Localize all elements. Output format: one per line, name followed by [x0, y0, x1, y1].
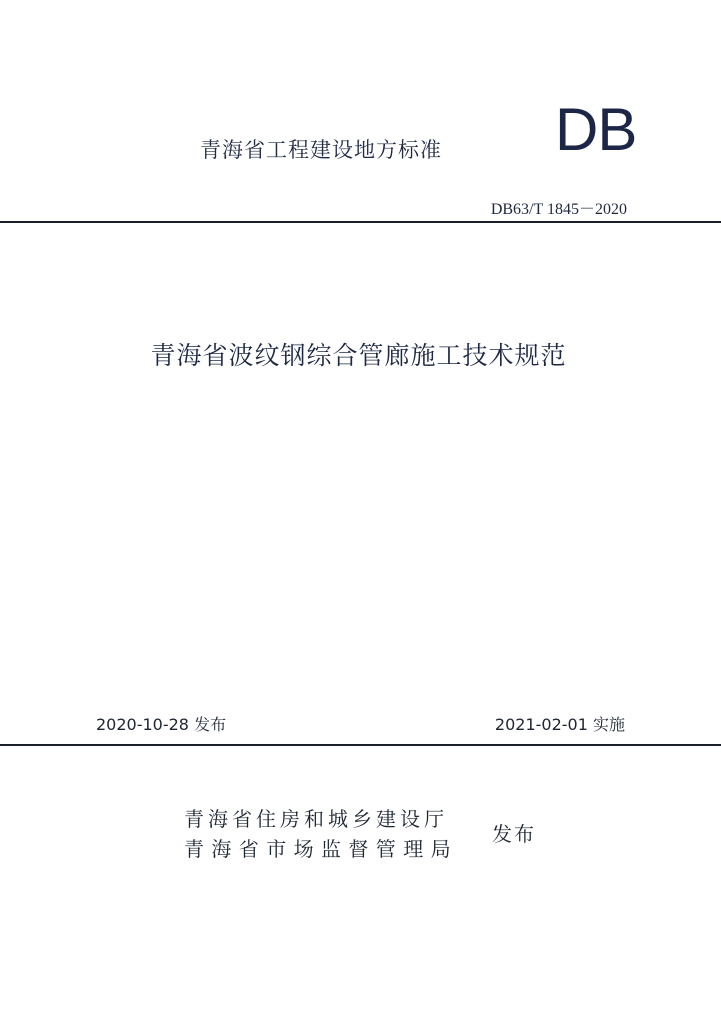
standard-series-name: 青海省工程建设地方标准: [200, 138, 442, 162]
db-logo: DB: [555, 96, 637, 163]
document-title-text: 青海省波纹钢综合管廊施工技术规范: [150, 341, 567, 370]
implementation-date: 2021-02-01 实施: [494, 715, 625, 734]
bottom-divider: [0, 744, 721, 746]
standard-number: DB63/T 1845－2020: [490, 201, 627, 218]
issuing-authorities: [184, 804, 458, 864]
issuer-market-supervision-bureau: 青海省市场监督管理局: [184, 837, 458, 861]
issuer-housing-department: 青海省住房和城乡建设厅: [184, 807, 448, 831]
issue-date: 2020-10-28 发布: [96, 715, 227, 734]
publish-label: 发布: [492, 822, 536, 846]
top-divider: [0, 221, 721, 223]
document-title: [0, 336, 721, 372]
